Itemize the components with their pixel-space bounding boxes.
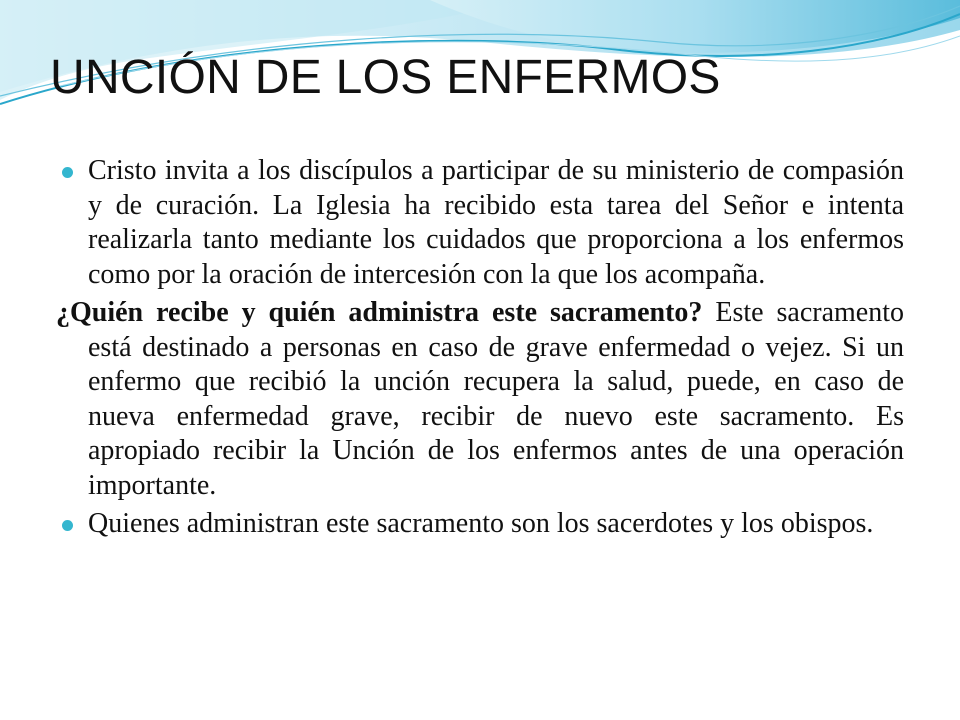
question-heading: ¿Quién recibe y quién administra este sacramento? [56, 297, 703, 328]
paragraph-text: Este sacramento está destinado a personas en caso de grave enfermedad o vejez. Si un enfermo que recibió la unción recupera la salud, puede, en caso de nueva enfermedad grave, recibir de nuevo este sacramento. Es apropiado recibir la Unción de los enfermos antes de una operación importante. [88, 297, 905, 501]
paragraph-who-receives [56, 296, 904, 503]
paragraph-christ-invitation [56, 154, 904, 292]
paragraph-text: Quienes administran este sacramento son los sacerdotes y los obispos. [88, 508, 874, 539]
paragraph-text: Cristo invita a los discípulos a participar de su ministerio de compasión y de curación. La Iglesia ha recibido esta tarea del Señor e intenta realizarla tanto mediante los cuidados que proporciona a los enfermos como por la oración de intercesión con la que los acompaña. [88, 155, 904, 290]
bullet-icon [62, 167, 73, 178]
slide-body [56, 154, 904, 546]
bullet-icon [62, 520, 73, 531]
slide-title: UNCIÓN DE LOS ENFERMOS [50, 51, 721, 104]
paragraph-ministers [56, 507, 904, 542]
